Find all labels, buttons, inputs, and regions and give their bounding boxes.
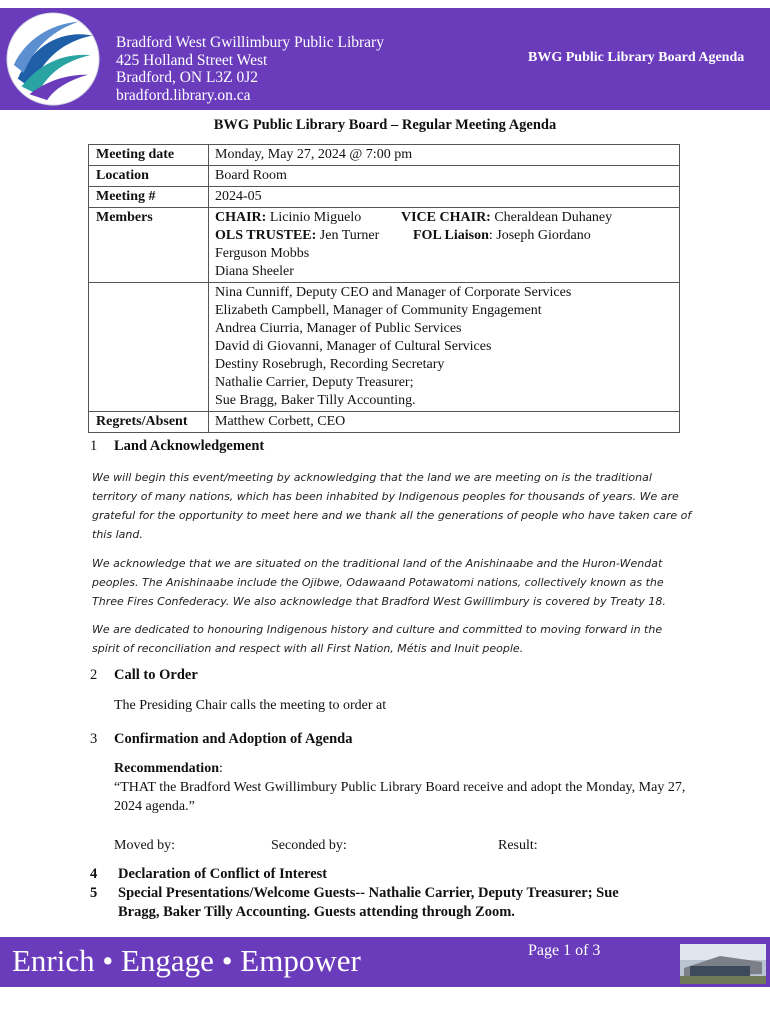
vice-chair-name: Cheraldean Duhaney xyxy=(490,210,613,225)
staff-item: David di Giovanni, Manager of Cultural Services xyxy=(215,339,492,354)
fol-liaison-label: FOL Liaison xyxy=(413,228,489,243)
ols-trustee-label: OLS TRUSTEE: xyxy=(215,228,317,243)
moved-by-label: Moved by: xyxy=(114,838,176,853)
library-building-photo xyxy=(680,944,766,984)
section-number: 1 xyxy=(90,438,98,454)
members-row xyxy=(215,209,673,227)
location-label: Location xyxy=(89,166,209,187)
meeting-date-label: Meeting date xyxy=(89,145,209,166)
address-line: 425 Holland Street West xyxy=(116,51,268,69)
fol-liaison-name: : Joseph Giordano xyxy=(488,228,591,243)
staff-item: Destiny Rosebrugh, Recording Secretary xyxy=(215,357,445,372)
section-number: 5 xyxy=(90,885,98,901)
meeting-info-table xyxy=(88,144,680,433)
land-ack-paragraph-1: We will begin this event/meeting by acknowledging that the land we are meeting on is the traditional territory of many nations, which has been inhabited by Indigenous peoples for thousands of years. We are grateful for the opportunity to meet here and we thank all the generations of people who have taken care of this land. xyxy=(92,471,692,541)
section-1-heading xyxy=(90,438,264,455)
library-logo-icon xyxy=(4,10,102,108)
page-number: Page 1 of 3 xyxy=(528,942,601,959)
result-label: Result: xyxy=(498,838,538,853)
members-row xyxy=(215,227,673,245)
address-line: Bradford West Gwillimbury Public Library xyxy=(116,34,384,51)
chair-label: CHAIR: xyxy=(215,210,267,225)
section-2-heading xyxy=(90,667,198,684)
address-line: Bradford, ON L3Z 0J2 xyxy=(116,69,259,86)
staff-item: Sue Bragg, Baker Tilly Accounting. xyxy=(215,393,416,408)
recommendation-colon: : xyxy=(219,761,223,776)
section-number: 2 xyxy=(90,667,98,683)
seconded-by-label: Seconded by: xyxy=(271,838,347,853)
footer-tagline: Enrich • Engage • Empower xyxy=(12,943,361,978)
section-title: Special Presentations/Welcome Guests-- Nathalie Carrier, Deputy Treasurer; Sue Bragg, Baker Tilly Accounting. Guests attending through Zoom. xyxy=(118,885,619,920)
section-title: Confirmation and Adoption of Agenda xyxy=(114,731,353,747)
page-title: BWG Public Library Board – Regular Meeting Agenda xyxy=(213,117,557,133)
section-number: 3 xyxy=(90,731,98,747)
library-address xyxy=(116,34,384,104)
land-ack-paragraph-3: We are dedicated to honouring Indigenous history and culture and committed to moving forward in the spirit of reconciliation and respect with all First Nation, Métis and Inuit people. xyxy=(92,623,663,655)
meeting-number-value: 2024-05 xyxy=(209,187,680,208)
recommendation-label: Recommendation xyxy=(114,761,219,776)
header-band xyxy=(0,8,770,110)
regrets-value: Matthew Corbett, CEO xyxy=(209,412,680,433)
staff-item: Elizabeth Campbell, Manager of Community Engagement xyxy=(215,303,542,318)
land-ack-paragraph-2: We acknowledge that we are situated on the traditional land of the Anishinaabe and the Huron-Wendat peoples. The Anishinaabe include the Ojibwe, Odawaand Potawatomi nations, collectively known as the Three Fires Confederacy. We also acknowledge that Bradford West Gwillimbury is covered by Treaty 18. xyxy=(92,557,666,608)
staff-item: Nina Cunniff, Deputy CEO and Manager of Corporate Services xyxy=(215,285,572,300)
section-4-heading xyxy=(90,865,680,884)
chair-name: Licinio Miguelo xyxy=(266,210,362,225)
meeting-number-label: Meeting # xyxy=(89,187,209,208)
footer-band xyxy=(0,937,770,987)
section-title: Land Acknowledgement xyxy=(114,438,265,454)
call-to-order-text: The Presiding Chair calls the meeting to order at xyxy=(114,698,387,713)
meeting-date-value: Monday, May 27, 2024 @ 7:00 pm xyxy=(209,145,680,166)
section-number: 4 xyxy=(90,866,98,882)
vice-chair-label: VICE CHAIR: xyxy=(401,210,491,225)
member-name: Diana Sheeler xyxy=(215,264,294,279)
recommendation-text: “THAT the Bradford West Gwillimbury Public Library Board receive and adopt the Monday, May 27, 2024 agenda.” xyxy=(114,780,686,814)
section-3-heading xyxy=(90,731,353,748)
regrets-label: Regrets/Absent xyxy=(89,412,209,433)
staff-list xyxy=(209,283,680,412)
header-agenda-label: BWG Public Library Board Agenda xyxy=(528,50,745,65)
staff-item: Nathalie Carrier, Deputy Treasurer; xyxy=(215,375,414,390)
staff-label xyxy=(89,283,209,412)
location-value: Board Room xyxy=(209,166,680,187)
ols-trustee-name: Jen Turner xyxy=(316,228,380,243)
section-title: Call to Order xyxy=(114,667,198,683)
section-title: Declaration of Conflict of Interest xyxy=(118,866,328,882)
staff-item: Andrea Ciurria, Manager of Public Services xyxy=(215,321,462,336)
recommendation-block xyxy=(114,759,694,816)
members-label: Members xyxy=(89,208,209,283)
address-line: bradford.library.on.ca xyxy=(116,86,251,104)
section-5-heading xyxy=(90,884,660,922)
member-name: Ferguson Mobbs xyxy=(215,246,310,261)
members-value xyxy=(209,208,680,283)
